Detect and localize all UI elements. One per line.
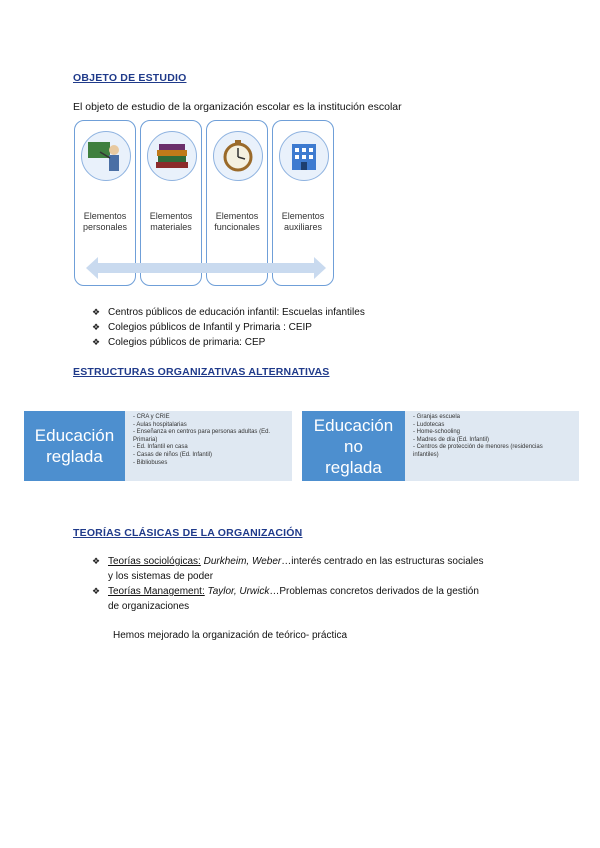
clock-icon: [213, 131, 263, 181]
list-item: ❖ Colegios públicos de primaria: CEP: [92, 337, 266, 348]
box-title: Educación reglada: [24, 411, 125, 481]
box-educacion-no-reglada: [302, 411, 579, 481]
card-label: Elementos materiales: [149, 211, 193, 232]
card-label: Elementos personales: [82, 211, 128, 232]
list-item-continuation: y los sistemas de poder: [108, 571, 214, 582]
box-list: - CRA y CRIE - Aulas hospitalarias - Enseñanza en centros para personas adultas (Ed. Primaria) - Ed. Infantil en casa - Casas de niños (Ed. Infantil) - Bibliobuses: [125, 411, 292, 481]
bullet-icon: ❖: [92, 337, 101, 347]
bullet-icon: ❖: [92, 556, 101, 566]
bullet-icon: ❖: [92, 307, 101, 317]
heading-estructuras: ESTRUCTURAS ORGANIZATIVAS ALTERNATIVAS: [73, 366, 330, 378]
closing-text: Hemos mejorado la organización de teórico- práctica: [113, 630, 348, 641]
building-icon: [279, 131, 329, 181]
box-title: Educación no reglada: [302, 411, 405, 481]
bullet-icon: ❖: [92, 586, 101, 596]
teacher-icon: [81, 131, 131, 181]
box-list: - Granjas escuela - Ludotecas - Home-schooling - Madres de día (Ed. Infantil) - Centros de protección de menores (residencias infantiles): [405, 411, 579, 481]
bullet-icon: ❖: [92, 322, 101, 332]
list-item: ❖ Centros públicos de educación infantil: Escuelas infantiles: [92, 307, 365, 318]
heading-teorias: TEORÍAS CLÁSICAS DE LA ORGANIZACIÓN: [73, 527, 303, 539]
box-educacion-reglada: [24, 411, 292, 481]
list-item: ❖ Teorías Management: Taylor, Urwick…Problemas concretos derivados de la gestión: [92, 586, 479, 597]
card-label: Elementos auxiliares: [281, 211, 325, 232]
list-item: ❖ Teorías sociológicas: Durkheim, Weber…interés centrado en las estructuras sociales: [92, 556, 484, 567]
heading-objeto-estudio: OBJETO DE ESTUDIO: [73, 72, 187, 84]
books-icon: [147, 131, 197, 181]
elements-diagram: [72, 120, 340, 288]
list-item-continuation: de organizaciones: [108, 601, 190, 612]
intro-text: El objeto de estudio de la organización escolar es la institución escolar: [73, 101, 402, 113]
card-label: Elementos funcionales: [214, 211, 260, 232]
double-arrow-icon: [86, 257, 326, 279]
list-item: ❖ Colegios públicos de Infantil y Primaria : CEIP: [92, 322, 312, 333]
